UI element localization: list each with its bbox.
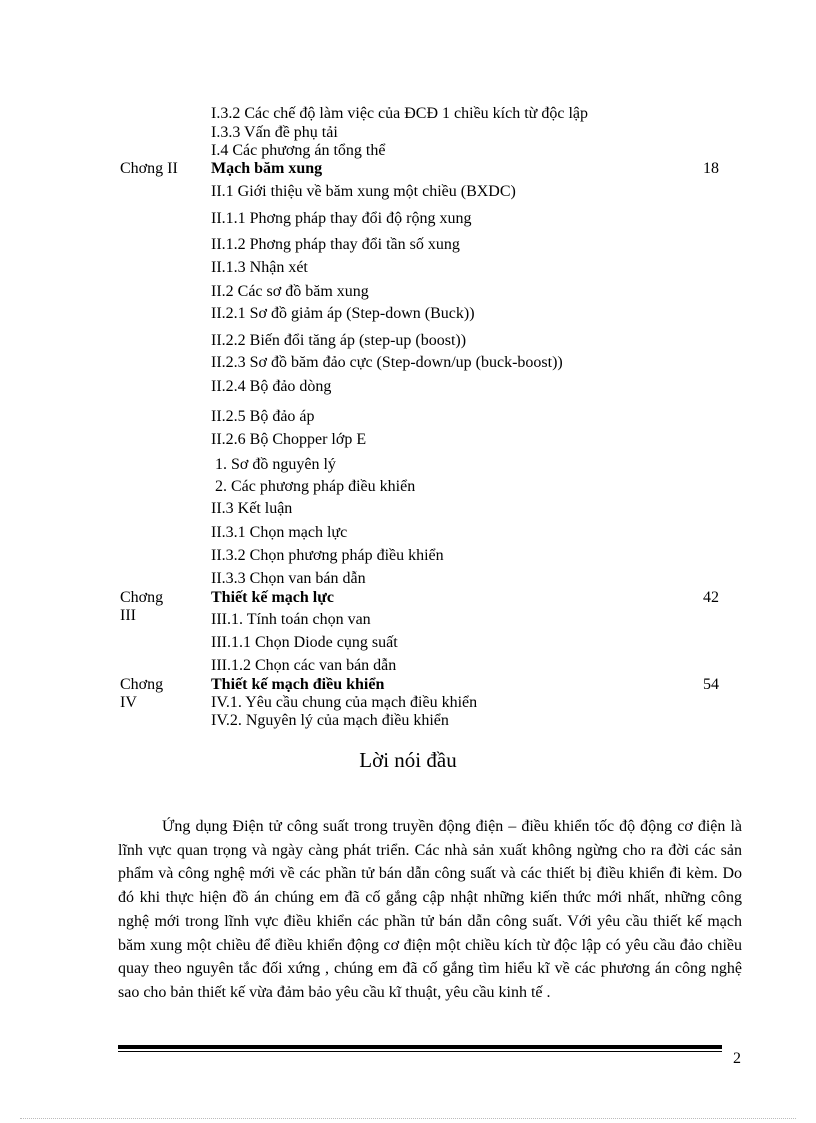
chapter-title: Mạch băm xung bbox=[211, 160, 323, 177]
toc-item: IV.1. Yêu cầu chung của mạch điều khiển bbox=[211, 694, 478, 711]
chapter-label: Chơng II bbox=[120, 160, 178, 177]
toc-item: III.1. Tính toán chọn van bbox=[211, 611, 371, 628]
chapter-label: Chơng bbox=[120, 676, 164, 693]
toc-item: II.2.4 Bộ đảo dòng bbox=[211, 378, 332, 395]
page-edge-divider bbox=[20, 1118, 796, 1119]
toc-item: II.1 Giới thiệu về băm xung một chiều (BXDC) bbox=[211, 183, 516, 200]
toc-item: II.2.3 Sơ đồ băm đảo cực (Step-down/up (buck-boost)) bbox=[211, 354, 563, 371]
chapter-title: Thiết kế mạch lực bbox=[211, 589, 334, 606]
chapter-number: III bbox=[120, 607, 136, 624]
toc-item: IV.2. Nguyên lý của mạch điều khiển bbox=[211, 712, 449, 729]
toc-item: II.3 Kết luận bbox=[211, 500, 293, 517]
section-title: Lời nói đầu bbox=[359, 748, 457, 772]
preface-paragraph: Ứng dụng Điện tử công suất trong truyền động điện – điều khiển tốc độ động cơ điện là lĩnh vực quan trọng và ngày càng phát triển. Các nhà sản xuất không ngừng cho ra đời các sản phẩm và công nghệ mới về các phần tử bán dẫn công suất và các thiết bị điều khiển đi kèm. Do đó khi thực hiện đồ án chúng em đã cố gắng cập nhật những kiến thức mới nhất, những công nghệ mới trong lĩnh vực điều khiển các phần tử bán dẫn công suất. Với yêu cầu thiết kế mạch băm xung một chiều để điều khiển động cơ điện một chiều kích từ độc lập có yêu cầu đảo chiều quay theo nguyên tắc đối xứng , chúng em đã cố gắng tìm hiểu kĩ về các phương án công nghệ sao cho bản thiết kế vừa đảm bảo yêu cầu kĩ thuật, yêu cầu kinh tế . bbox=[118, 818, 742, 1001]
toc-item: II.2 Các sơ đồ băm xung bbox=[211, 283, 369, 300]
toc-item: II.2.2 Biến đổi tăng áp (step-up (boost)) bbox=[211, 332, 467, 349]
toc-item: II.1.1 Phơng pháp thay đổi độ rộng xung bbox=[211, 210, 472, 227]
chapter-title: Thiết kế mạch điều khiển bbox=[211, 676, 385, 693]
chapter-page-number: 42 bbox=[703, 589, 719, 606]
toc-item: I.4 Các phương án tổng thể bbox=[211, 142, 386, 159]
toc-item: I.3.3 Vấn đề phụ tải bbox=[211, 124, 338, 141]
toc-item: II.1.2 Phơng pháp thay đổi tần số xung bbox=[211, 236, 460, 253]
toc-item: 2. Các phương pháp điều khiển bbox=[215, 478, 416, 495]
chapter-page-number: 18 bbox=[703, 160, 719, 177]
toc-item: III.1.2 Chọn các van bán dẫn bbox=[211, 657, 397, 674]
toc-item: II.2.6 Bộ Chopper lớp E bbox=[211, 431, 367, 448]
footer-rule-thin bbox=[118, 1051, 722, 1052]
toc-item: II.3.3 Chọn van bán dẫn bbox=[211, 570, 366, 587]
toc-item: II.3.2 Chọn phương pháp điều khiển bbox=[211, 547, 444, 564]
toc-item: 1. Sơ đồ nguyên lý bbox=[215, 456, 336, 473]
footer-rule bbox=[118, 1045, 722, 1049]
toc-item: II.2.1 Sơ đồ giảm áp (Step-down (Buck)) bbox=[211, 305, 475, 322]
toc-item: II.2.5 Bộ đảo áp bbox=[211, 408, 315, 425]
toc-item: III.1.1 Chọn Diode cụng suất bbox=[211, 634, 398, 651]
page-number: 2 bbox=[733, 1050, 741, 1067]
toc-item: II.1.3 Nhận xét bbox=[211, 259, 308, 276]
toc-item: I.3.2 Các chế độ làm việc của ĐCĐ 1 chiều kích từ độc lập bbox=[211, 105, 588, 122]
chapter-number: IV bbox=[120, 694, 137, 711]
chapter-label: Chơng bbox=[120, 589, 164, 606]
toc-item: II.3.1 Chọn mạch lực bbox=[211, 524, 348, 541]
chapter-page-number: 54 bbox=[703, 676, 719, 693]
